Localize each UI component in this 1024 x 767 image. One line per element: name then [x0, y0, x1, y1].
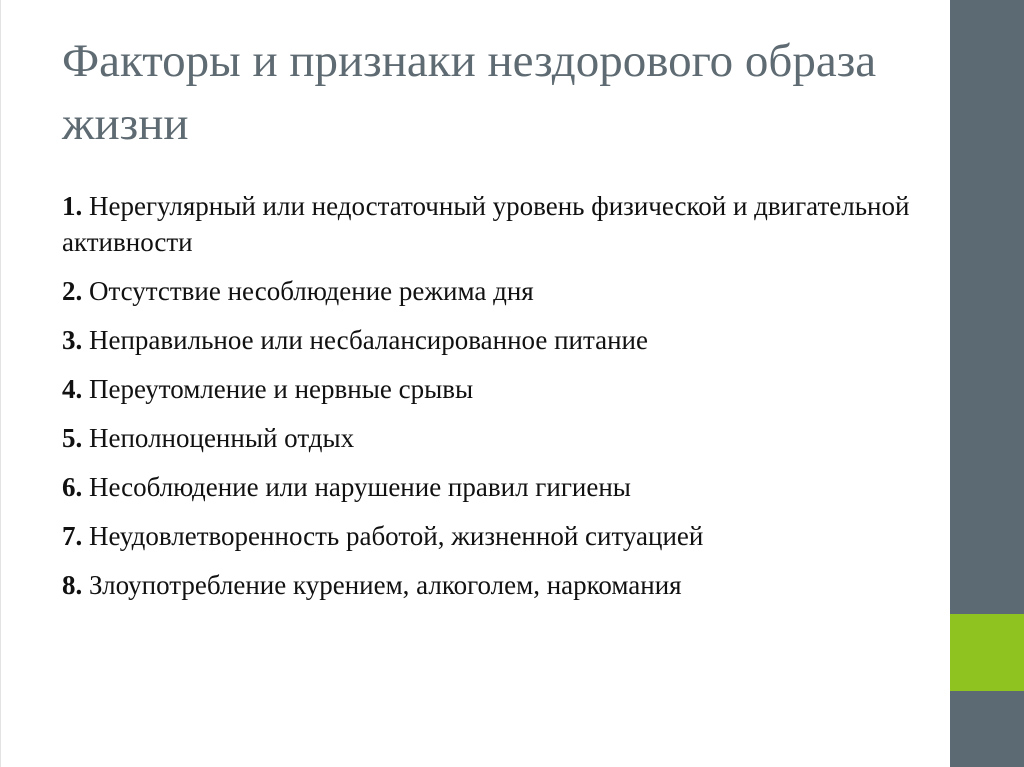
- item-text: Отсутствие несоблюдение режима дня: [89, 276, 534, 306]
- list-item: [62, 518, 932, 554]
- list-item: [62, 371, 932, 407]
- item-number: 4.: [62, 374, 83, 404]
- list-item: [62, 420, 932, 456]
- item-number: 7.: [62, 521, 83, 551]
- item-text: Переутомление и нервные срывы: [89, 374, 474, 404]
- list-item: [62, 273, 932, 309]
- item-number: 5.: [62, 423, 83, 453]
- accent-block: [950, 614, 1024, 691]
- item-number: 8.: [62, 570, 83, 600]
- list-item: [62, 188, 932, 260]
- list-item: [62, 469, 932, 505]
- item-number: 1.: [62, 191, 83, 221]
- factor-list: [62, 188, 932, 616]
- list-item: [62, 322, 932, 358]
- slide-title: Факторы и признаки нездорового образа жизни: [62, 35, 877, 150]
- item-text: Неполноценный отдых: [89, 423, 355, 453]
- item-text: Несоблюдение или нарушение правил гигиены: [89, 472, 631, 502]
- item-number: 3.: [62, 325, 83, 355]
- slide-left-border: [0, 0, 1, 767]
- item-text: Неудовлетворенность работой, жизненной ситуацией: [89, 521, 704, 551]
- item-text: Нерегулярный или недостаточный уровень физической и двигательной активности: [62, 191, 910, 257]
- item-text: Неправильное или несбалансированное питание: [89, 325, 648, 355]
- item-number: 6.: [62, 472, 83, 502]
- list-item: [62, 567, 932, 603]
- item-number: 2.: [62, 276, 83, 306]
- item-text: Злоупотребление курением, алкоголем, наркомания: [89, 570, 682, 600]
